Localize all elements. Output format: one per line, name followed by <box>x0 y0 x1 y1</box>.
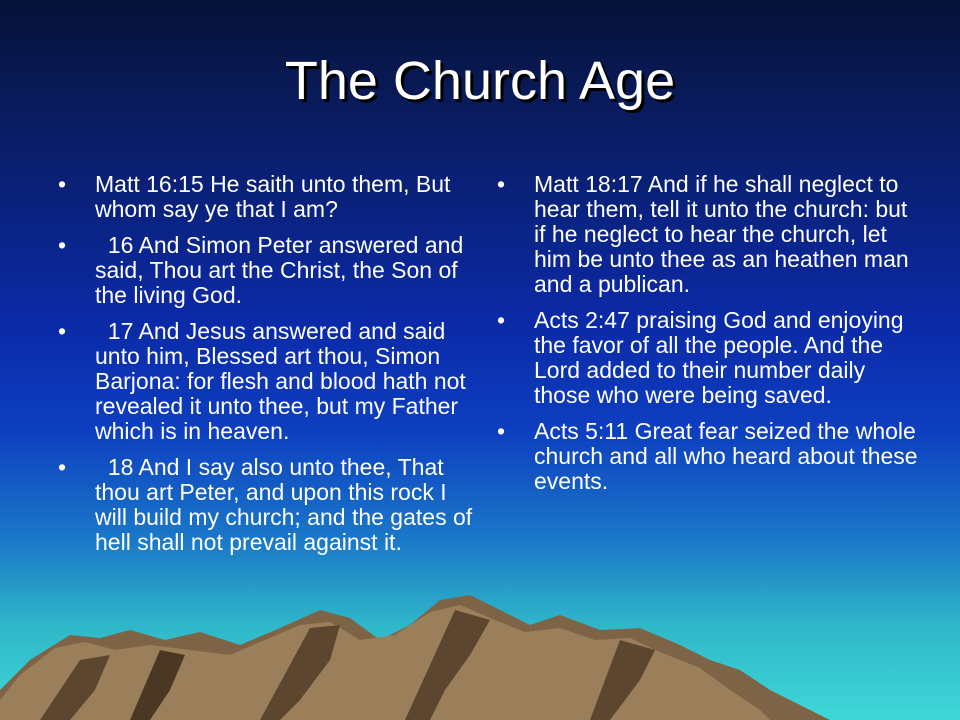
list-item-text: Matt 18:17 And if he shall neglect to hear them, tell it unto the church: but if he neglect to hear the church, let him be unto thee as an heathen man and a publican. <box>534 171 909 297</box>
bullet-icon: • <box>497 418 506 444</box>
list-item <box>497 308 922 408</box>
slide-title: The Church Age <box>284 51 676 111</box>
bullet-icon: • <box>58 171 67 197</box>
list-item-text: 17 And Jesus answered and said unto him, Blessed art thou, Simon Barjona: for flesh and blood hath not revealed it unto thee, but my Father which is in heaven. <box>95 318 466 444</box>
list-item <box>497 172 922 297</box>
list-item <box>58 455 473 555</box>
list-item <box>58 233 473 308</box>
list-item-text: 16 And Simon Peter answered and said, Thou art the Christ, the Son of the living God. <box>95 232 464 308</box>
list-item <box>58 172 473 222</box>
list-item-text: Acts 2:47 praising God and enjoying the favor of all the people. And the Lord added to their number daily those who were being saved. <box>534 307 904 408</box>
list-item <box>497 419 922 494</box>
bullet-icon: • <box>497 171 506 197</box>
bullet-icon: • <box>58 318 67 344</box>
left-column-list <box>58 172 473 566</box>
bullet-icon: • <box>497 307 506 333</box>
list-item-text: Acts 5:11 Great fear seized the whole church and all who heard about these events. <box>534 418 918 494</box>
bullet-icon: • <box>58 232 67 258</box>
list-item-text: Matt 16:15 He saith unto them, But whom say ye that I am? <box>95 171 451 222</box>
list-item-text: 18 And I say also unto thee, That thou art Peter, and upon this rock I will build my church; and the gates of hell shall not prevail against it. <box>95 454 473 555</box>
list-item <box>58 319 473 444</box>
bullet-icon: • <box>58 454 67 480</box>
right-column-list <box>497 172 922 505</box>
